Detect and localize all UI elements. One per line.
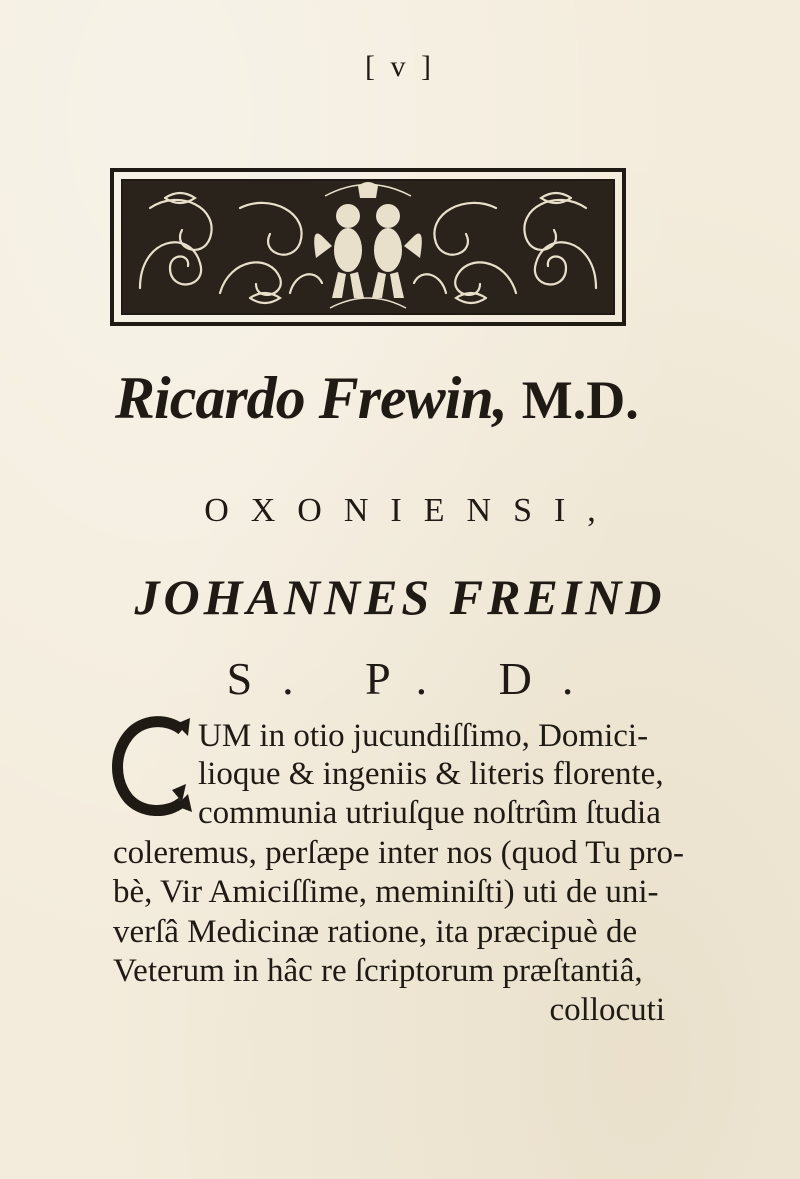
city-line: OXONIENSI, [204,492,618,529]
text-line-3: communia utriuſque noſtrûm ſtudia [198,795,661,831]
page-signature: [ v ] [365,50,435,83]
salutation: S. P. D. [226,653,604,704]
text-line-6: verſâ Medicinæ ratione, ita præcipuè de [113,914,638,950]
dedicatee-degree: M.D. [521,370,639,430]
decorated-initial-c-icon [112,714,200,818]
text-line-5: bè, Vir Amiciſſime, meminiſti) uti de uni- [113,874,659,910]
text-line-7: Veterum in hâc re ſcriptorum præſtantiâ, [113,953,643,989]
dedicatee-name: Ricardo Frewin, [115,365,507,431]
catchword: collocuti [549,992,665,1028]
text-line-2: lioque & ingeniis & literis florente, [198,756,664,792]
ornamental-headpiece [110,168,626,326]
text-line-1: UM in otio jucundiſſimo, Domici- [198,718,649,754]
text-line-4: coleremus, perſæpe inter nos (quod Tu pro- [113,835,685,871]
author-name: JOHANNES FREIND [134,569,666,625]
dedicatee-line [115,365,639,431]
